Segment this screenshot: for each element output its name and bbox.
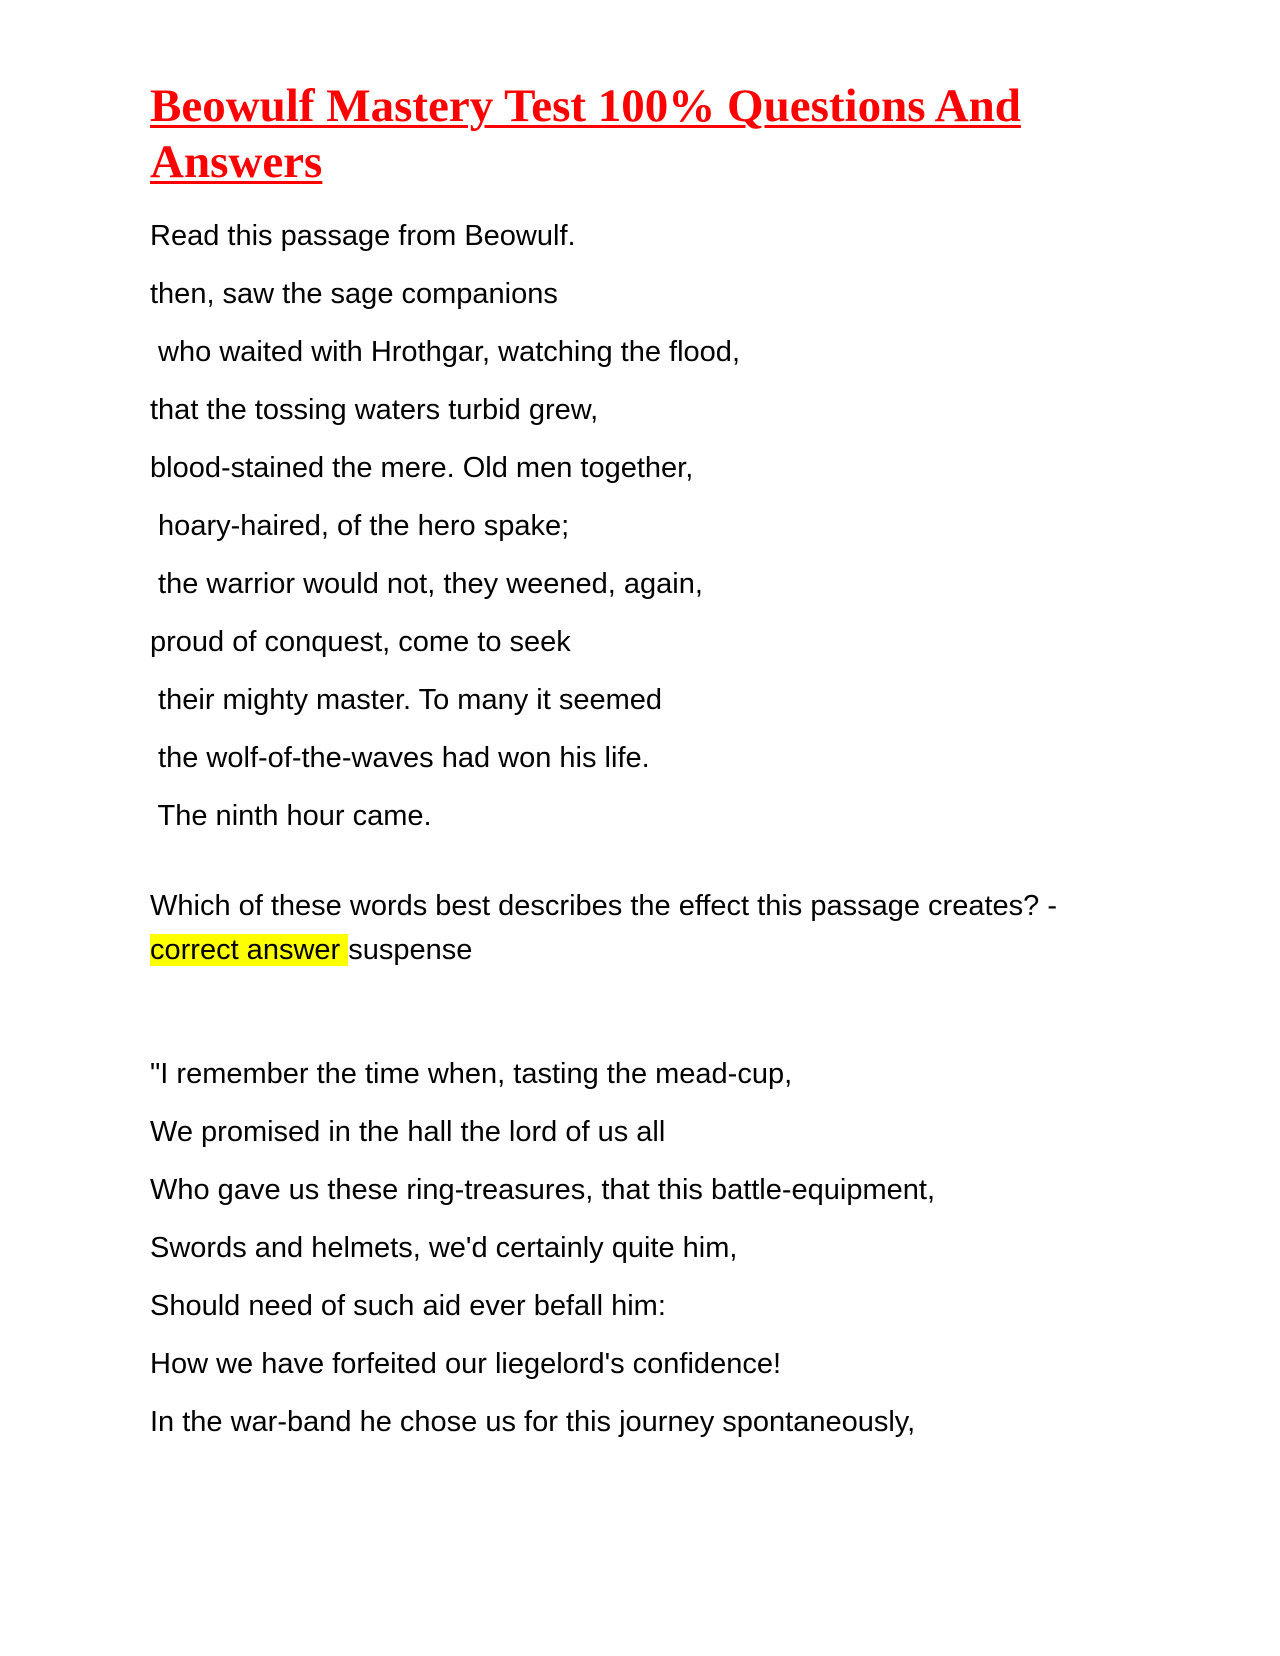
passage1-line: then, saw the sage companions — [150, 278, 558, 310]
passage1-line: the warrior would not, they weened, again, — [150, 568, 703, 600]
passage1-line: hoary-haired, of the hero spake; — [150, 510, 570, 542]
passage1-line: their mighty master. To many it seemed — [150, 684, 663, 716]
passage2-line: "I remember the time when, tasting the mead-cup, — [150, 1058, 793, 1090]
question-text: Which of these words best describes the effect this passage creates? - — [150, 890, 1057, 922]
passage2-line: Should need of such aid ever befall him: — [150, 1290, 666, 1322]
passage2-line: We promised in the hall the lord of us all — [150, 1116, 666, 1148]
answer-text: suspense — [348, 934, 473, 966]
intro-line: Read this passage from Beowulf. — [150, 220, 576, 252]
passage2-line: Swords and helmets, we'd certainly quite him, — [150, 1232, 738, 1264]
passage1-line: proud of conquest, come to seek — [150, 626, 571, 658]
passage1-line: The ninth hour came. — [150, 800, 432, 832]
passage1-line: who waited with Hrothgar, watching the flood, — [150, 336, 740, 368]
passage2-line: Who gave us these ring-treasures, that this battle-equipment, — [150, 1174, 936, 1206]
document-title: Beowulf Mastery Test 100% Questions And Answers — [150, 80, 1021, 188]
passage1-line: the wolf-of-the-waves had won his life. — [150, 742, 650, 774]
passage2-line: How we have forfeited our liegelord's confidence! — [150, 1348, 782, 1380]
passage2-line: In the war-band he chose us for this journey spontaneously, — [150, 1406, 916, 1438]
passage1-line: blood-stained the mere. Old men together, — [150, 452, 694, 484]
correct-answer-marker: correct answer — [150, 934, 349, 966]
passage1-line: that the tossing waters turbid grew, — [150, 394, 599, 426]
question-answer — [150, 884, 1150, 972]
